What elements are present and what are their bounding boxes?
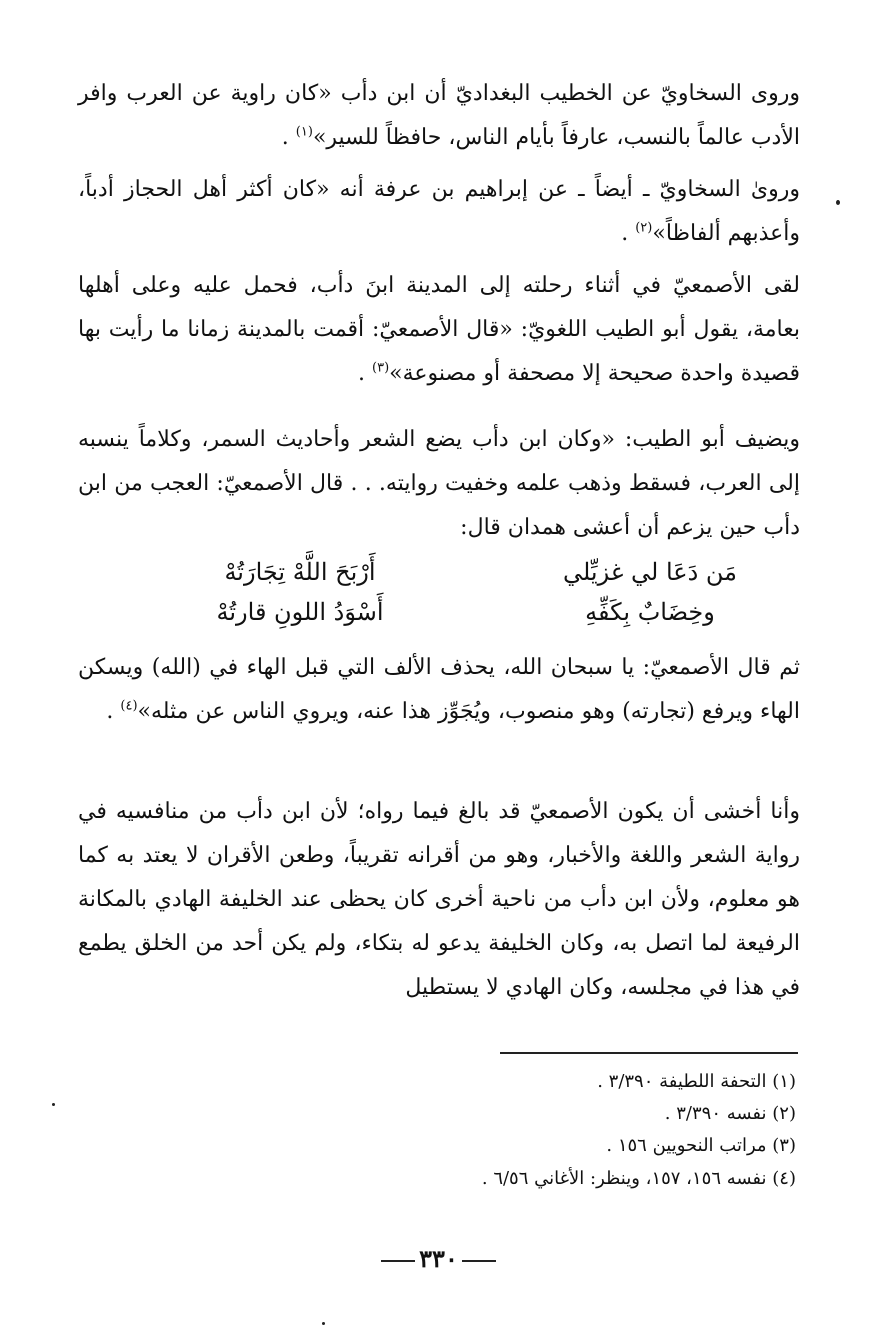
footnote-3: (٣) مراتب النحويين ١٥٦ .: [606, 1135, 796, 1156]
footnote-ref-1: (١): [295, 124, 313, 140]
scan-speck: [836, 200, 840, 205]
footnote-4: (٤) نفسه ١٥٦، ١٥٧، وينظر: الأغاني ٦/٥٦ .: [481, 1168, 796, 1189]
paragraph-end: .: [621, 221, 629, 246]
paragraph-end: .: [281, 125, 289, 150]
page-number-text: ٣٣٠: [419, 1244, 458, 1273]
footnote-ref-3: (٣): [372, 360, 390, 376]
paragraph-text: ويضيف أبو الطيب: «وكان ابن دأب يضع الشعر وأحاديث السمر، وكلاماً ينسبه إلى العرب، فسقط وذهب علمه وخفيت روايته. . . قال الأصمعيّ: العجب من ابن دأب حين يزعم أن أعشى همدان قال:: [78, 427, 800, 540]
verse-line-2: [150, 592, 800, 632]
paragraph-text: لقى الأصمعيّ في أثناء رحلته إلى المدينة ابنَ دأب، فحمل عليه وعلى أهلها بعامة، يقول أبو الطيب اللغويّ: «قال الأصمعيّ: أقمت بالمدينة زمانا ما رأيت بها قصيدة واحدة صحيحة إلا مصحفة أو مصنوعة»: [78, 273, 800, 386]
paragraph-3: [78, 264, 800, 396]
verse-hemistich: وخِضَابٌ بِكَفِّهِ: [585, 598, 715, 626]
paragraph-4: [78, 418, 800, 550]
verse-hemistich: مَن دَعَا لي غزيِّلي: [562, 558, 738, 586]
footnote-ref-2: (٢): [635, 220, 653, 236]
verse-hemistich: أَسْوَدُ اللونِ قارتُهْ: [216, 598, 384, 626]
paragraph-end: .: [358, 361, 366, 386]
paragraph-text: وروىٰ السخاويّ ـ أيضاً ـ عن إبراهيم بن عرفة أنه «كان أكثر أهل الحجاز أدباً، وأعذبهم ألفاظاً»: [78, 177, 800, 246]
footnote-separator: [500, 1052, 798, 1054]
paragraph-text: وروى السخاويّ عن الخطيب البغداديّ أن ابن دأب «كان راوية عن العرب وافر الأدب عالماً بالنسب، عارفاً بأيام الناس، حافظاً للسير»: [78, 81, 800, 150]
paragraph-text: ثم قال الأصمعيّ: يا سبحان الله، يحذف الألف التي قبل الهاء في (الله) ويسكن الهاء ويرفع (تجارته) وهو منصوب، ويُجَوِّز هذا عنه، ويروي الناس عن مثله»: [78, 655, 800, 724]
footnote-2: (٢) نفسه ٣/٣٩٠ .: [664, 1103, 796, 1124]
page-number: [0, 1244, 877, 1274]
poem-verse: [150, 552, 800, 632]
paragraph-1: [78, 72, 800, 160]
paragraph-2: [78, 168, 800, 256]
paragraph-text: وأنا أخشى أن يكون الأصمعيّ قد بالغ فيما رواه؛ لأن ابن دأب من منافسيه في رواية الشعر واللغة والأخبار، وهو من أقرانه تقريباً، وطعن الأقران لا يعتد به كما هو معلوم، ولأن ابن دأب من ناحية أخرى كان يحظى عند الخليفة الهادي بالمكانة الرفيعة لما اتصل به، وكان الخليفة يدعو له بتكاء، ولم يكن أحد من الخلق يطمع في هذا في مجلسه، وكان الهادي لا يستطيل: [78, 799, 800, 1000]
paragraph-end: .: [106, 699, 114, 724]
scan-speck: [322, 1322, 325, 1325]
footnote-ref-4: (٤): [120, 698, 138, 714]
footnote-1: (١) التحفة اللطيفة ٣/٣٩٠ .: [597, 1071, 796, 1092]
dash-left: [381, 1260, 415, 1262]
paragraph-5: [78, 646, 800, 734]
verse-line-1: [150, 552, 800, 592]
dash-right: [462, 1260, 496, 1262]
verse-hemistich: أَرْبَحَ اللَّهْ تِجَارَتُهْ: [224, 558, 376, 586]
paragraph-6: [78, 790, 800, 1010]
scan-speck: [52, 1103, 55, 1106]
